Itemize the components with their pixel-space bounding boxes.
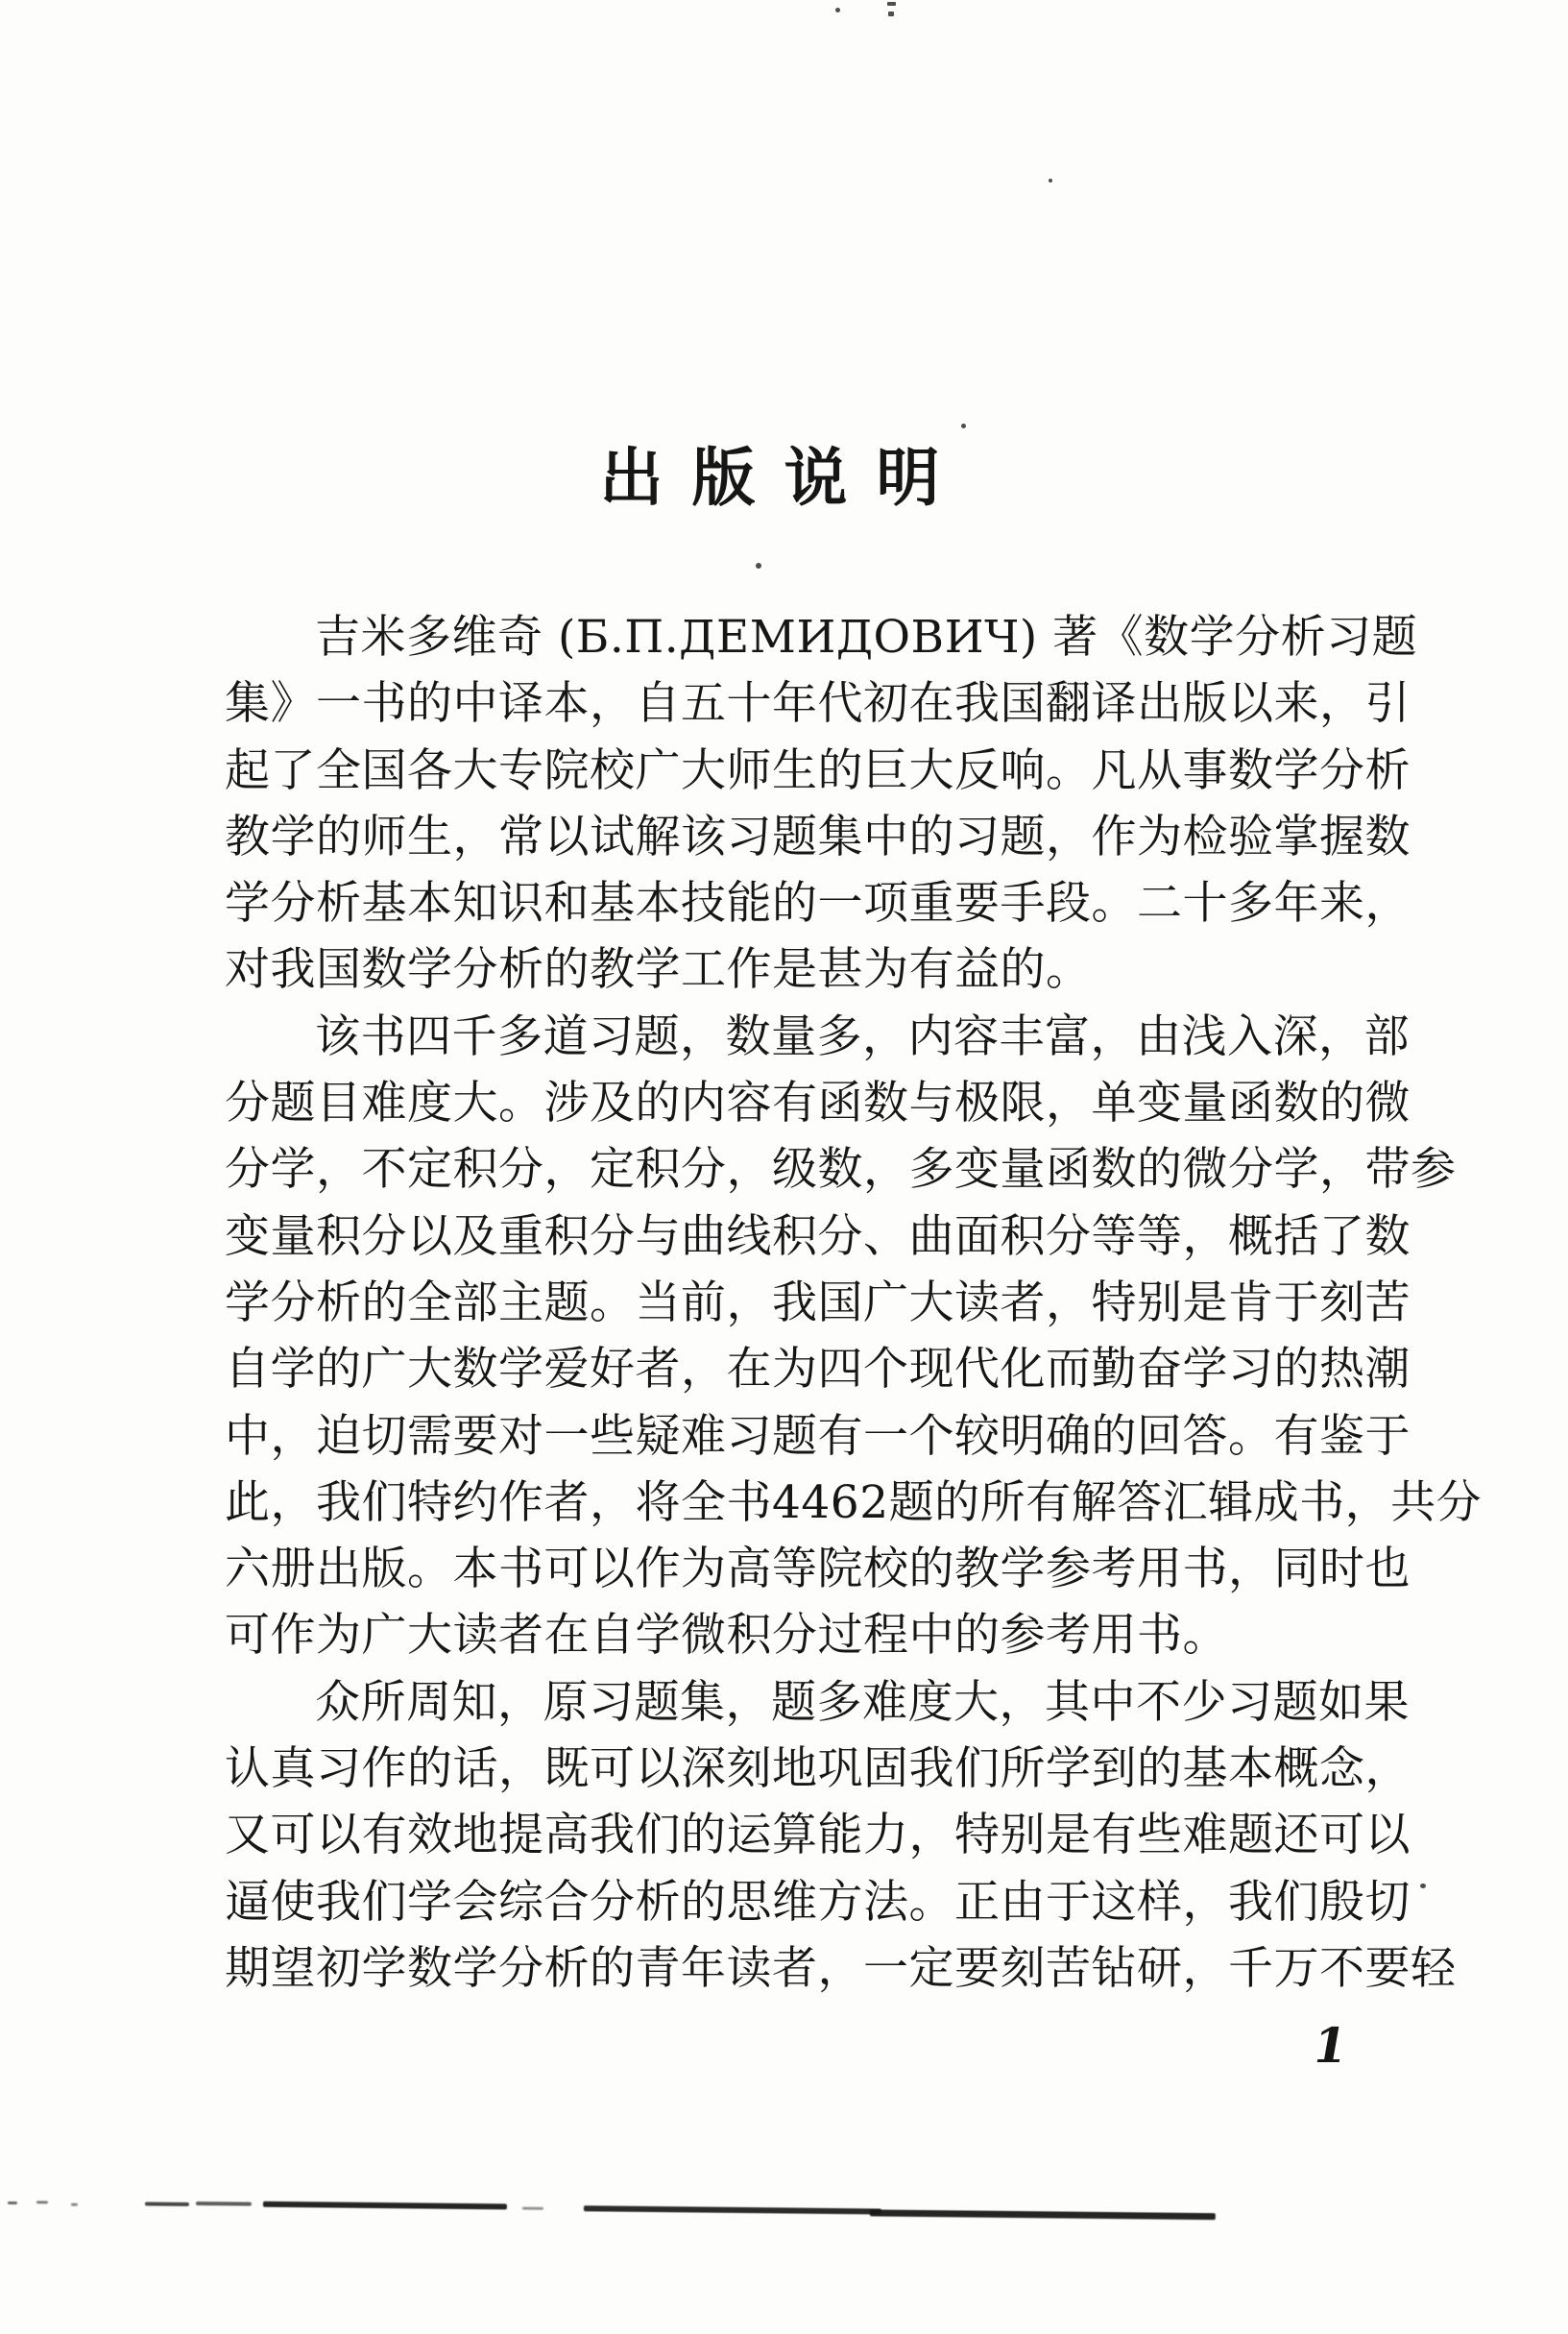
text-line: 吉米多维奇 (Б.П.ДЕМИДОВИЧ) 著《数学分析习题 (315, 611, 1418, 664)
text-line: 六册出版。本书可以作为高等院校的教学参考用书，同时也 (225, 1543, 1411, 1596)
text-line: 自学的广大数学爱好者，在为四个现代化而勤奋学习的热潮 (225, 1343, 1411, 1397)
text-line: 此，我们特约作者，将全书4462题的所有解答汇辑成书，共分 (225, 1475, 1483, 1529)
scan-artifact-segment (36, 2200, 48, 2203)
scan-speck (888, 12, 894, 16)
text-line: 学分析的全部主题。当前，我国广大读者，特别是肯于刻苦 (225, 1276, 1411, 1329)
page-number: 1 (1308, 2017, 1352, 2074)
scan-artifact-segment (870, 2209, 1216, 2220)
body-text (225, 604, 1483, 2002)
scan-artifact-segment (584, 2205, 881, 2214)
text-line: 逼使我们学会综合分析的思维方法。正由于这样，我们殷切 (225, 1875, 1411, 1929)
scan-artifact-segment (145, 2202, 189, 2206)
text-line: 对我国数学分析的教学工作是甚为有益的。 (225, 943, 1092, 997)
text-line: 认真习作的话，既可以深刻地巩固我们所学到的基本概念， (225, 1742, 1411, 1796)
text-line: 可作为广大读者在自学微积分过程中的参考用书。 (225, 1609, 1228, 1663)
text-line: 该书四千多道习题，数量多，内容丰富，由浅入深，部 (315, 1009, 1410, 1063)
text-line: 又可以有效地提高我们的运算能力，特别是有些难题还可以 (225, 1809, 1411, 1862)
scan-artifact-segment (8, 2201, 17, 2204)
scan-speck (887, 2, 896, 6)
scan-artifact-segment (196, 2201, 252, 2206)
text-line: 期望初学数学分析的青年读者，一定要刻苦钻研，千万不要轻 (225, 1941, 1457, 1995)
scan-artifact-segment (263, 2201, 507, 2210)
text-line: 教学的师生，常以试解该习题集中的习题，作为检验掌握数 (225, 810, 1411, 863)
scan-speck (1420, 1884, 1426, 1888)
text-line: 中，迫切需要对一些疑难习题有一个较明确的回答。有鉴于 (225, 1409, 1411, 1463)
scan-artifact-line (6, 2198, 1302, 2234)
text-line: 起了全国各大专院校广大师生的巨大反响。凡从事数学分析 (225, 743, 1411, 797)
text-line: 分题目难度大。涉及的内容有函数与极限，单变量函数的微 (225, 1077, 1411, 1131)
scan-artifact-segment (71, 2203, 78, 2206)
text-line: 分学，不定积分，定积分，级数，多变量函数的微分学，带参 (225, 1143, 1457, 1197)
page-title: 出版说明 (599, 440, 969, 515)
scan-artifact-segment (522, 2207, 543, 2210)
text-line: 集》一书的中译本，自五十年代初在我国翻译出版以来，引 (225, 677, 1411, 731)
scan-speck (756, 563, 761, 569)
text-line: 变量积分以及重积分与曲线积分、曲面积分等等，概括了数 (225, 1209, 1411, 1263)
scan-speck (1049, 179, 1052, 182)
text-line: 学分析基本知识和基本技能的一项重要手段。二十多年来， (225, 877, 1411, 931)
text-line: 众所周知，原习题集，题多难度大，其中不少习题如果 (315, 1675, 1410, 1729)
scan-speck (835, 8, 840, 12)
scan-speck (961, 424, 966, 428)
